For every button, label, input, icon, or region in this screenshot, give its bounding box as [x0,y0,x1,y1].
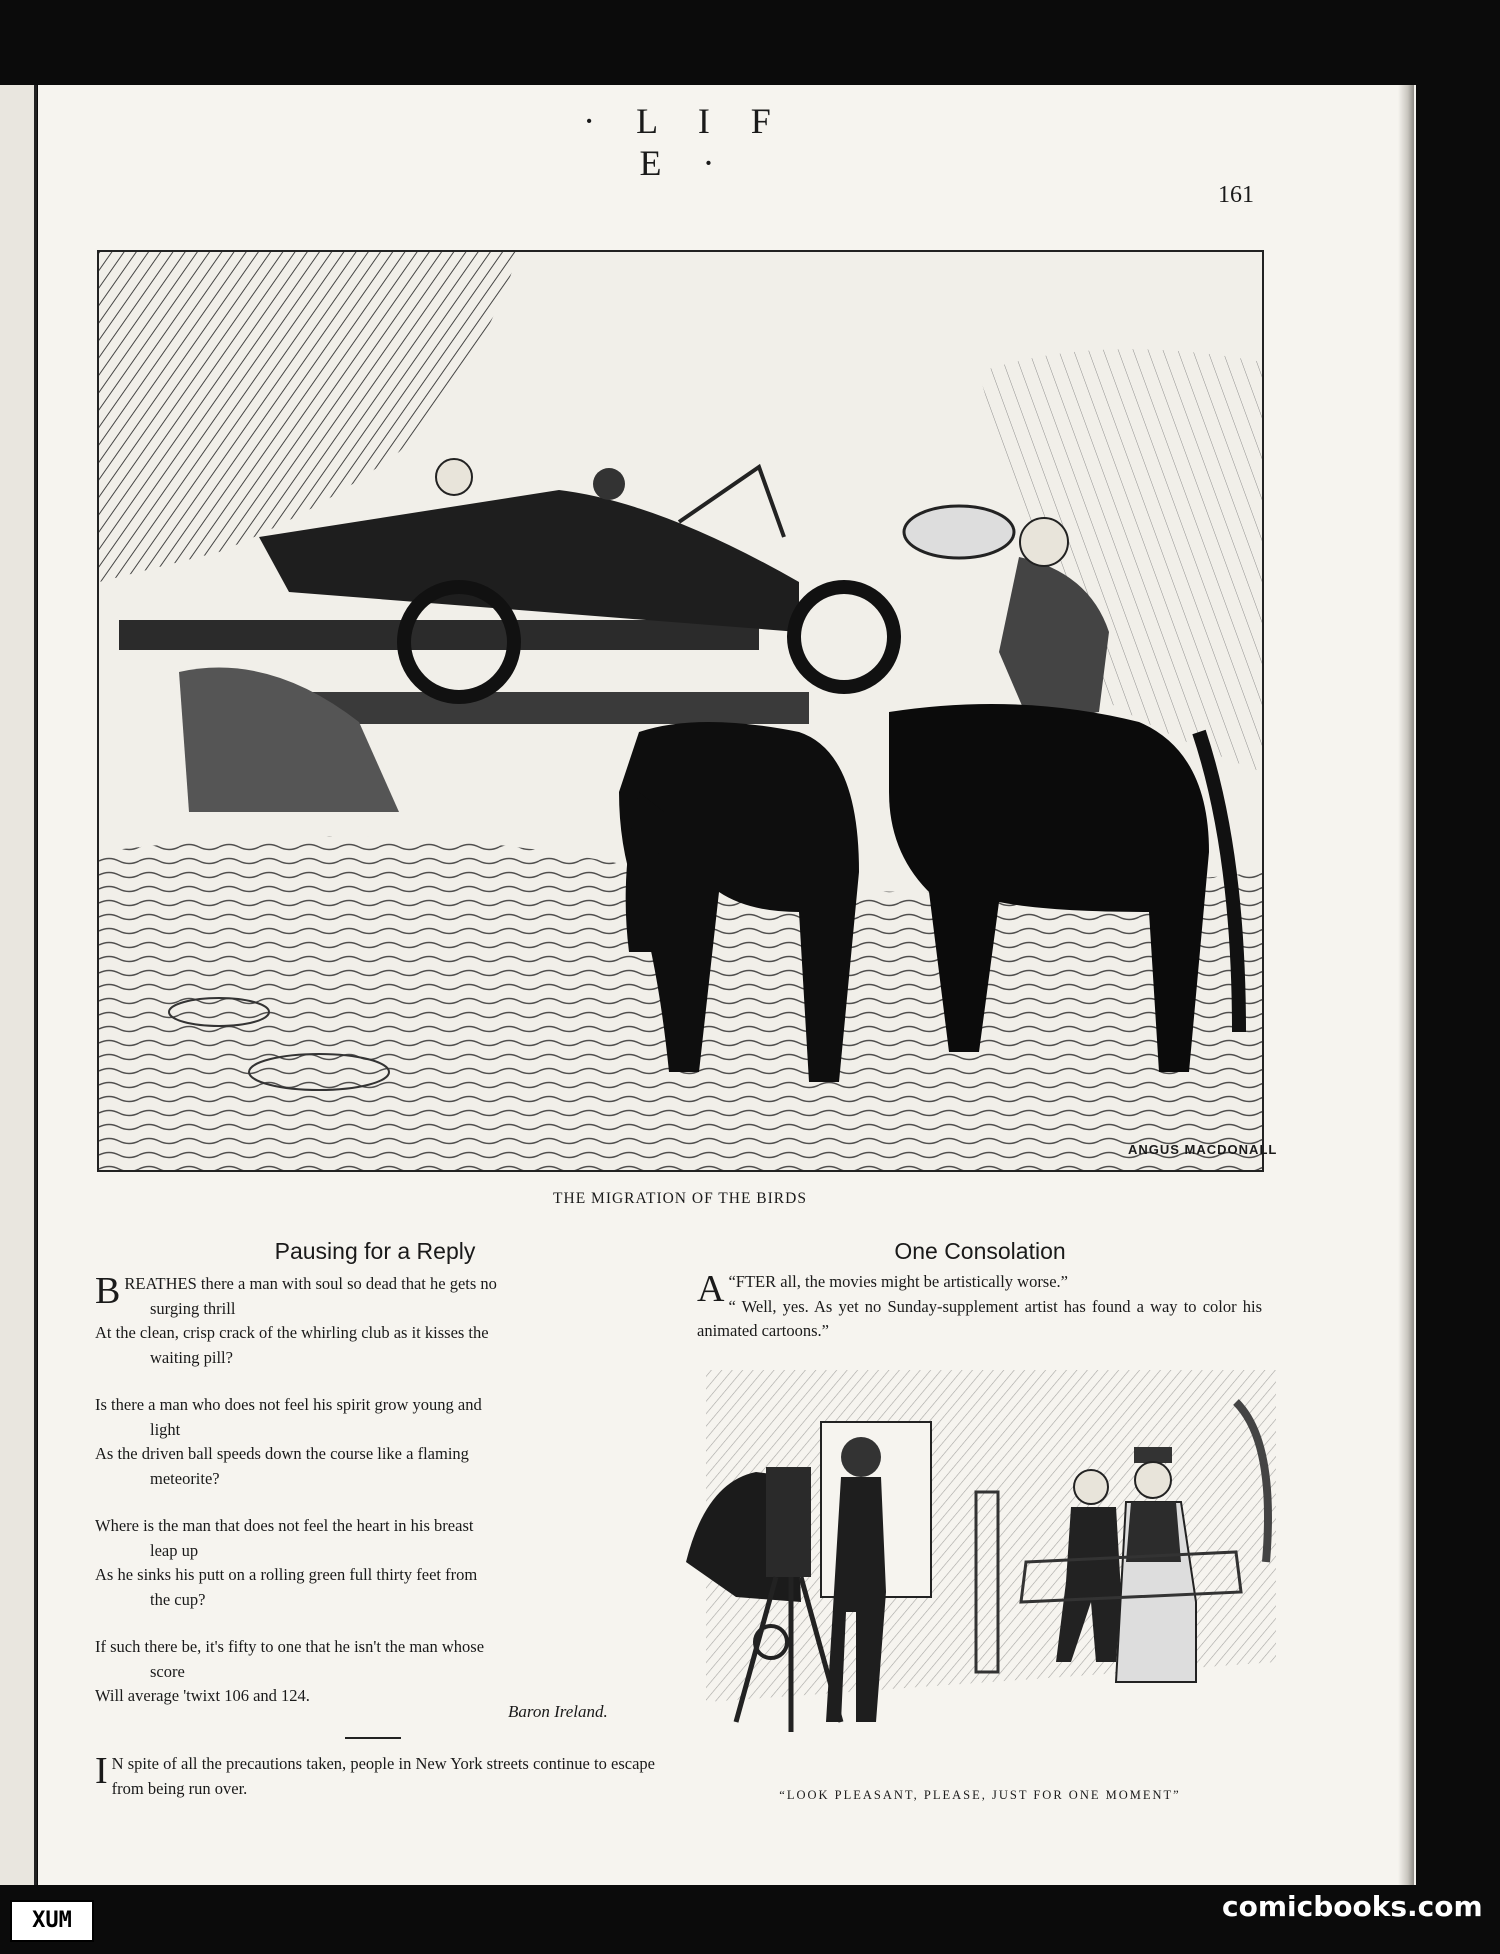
illustration-caption: THE MIGRATION OF THE BIRDS [553,1190,807,1207]
poem-line: the cup? [150,1589,206,1609]
section-divider [345,1737,401,1739]
poem-line: Where is the man that does not feel the heart in his breast [95,1516,474,1535]
migration-drawing [99,252,1262,1170]
poem-line: Will average 'twixt 106 and 124. [95,1686,310,1705]
photographer-illustration [676,1362,1284,1770]
poem-line: As he sinks his putt on a rolling green full thirty feet from [95,1565,478,1584]
stanza-gap [95,1491,655,1514]
poem [95,1272,655,1709]
joke-dropcap: I [95,1750,108,1792]
stanza-gap [95,1370,655,1393]
xum-badge: XUM [10,1900,94,1942]
joke-text: N spite of all the precautions taken, people in New York streets continue to escape from being run over. [111,1754,655,1798]
article-title: One Consolation [894,1238,1066,1264]
poem-first-text: REATHES there a man with soul so dead that he gets no [124,1274,497,1293]
poem-line: surging thrill [150,1298,236,1318]
brand-watermark: comicbooks.com [1222,1890,1483,1923]
poem-author: Baron Ireland. [508,1702,608,1721]
stanza-gap [95,1612,655,1635]
poem-line: Is there a man who does not feel his spirit grow young and [95,1395,482,1414]
poem-line: As the driven ball speeds down the course like a flaming [95,1444,469,1463]
illustrator-signature: ANGUS MACDONALL [1128,1142,1278,1157]
consolation-line-1: FTER all, the movies might be artistically worse.” [735,1272,1069,1291]
consolation-line-2: “ Well, yes. As yet no Sunday-supplement artist has found a way to color his animated cartoons.” [697,1296,1262,1340]
poem-line: light [150,1419,181,1439]
masthead: · L I F E · [583,101,787,183]
page-spine-shadow [1398,85,1414,1885]
poem-line: If such there be, it's fifty to one that he isn't the man whose [95,1637,485,1656]
poem-line: leap up [150,1540,199,1560]
quote-mark: “ [728,1272,736,1291]
poem-line: waiting pill? [150,1347,233,1367]
left-page-edge [0,85,37,1885]
photographer-caption: “LOOK PLEASANT, PLEASE, JUST FOR ONE MOMENT” [779,1788,1181,1802]
poem-line: score [150,1661,185,1681]
migration-illustration [97,250,1264,1172]
joke-paragraph [95,1752,655,1801]
page-number: 161 [1218,182,1254,208]
poem-line: At the clean, crisp crack of the whirling club as it kisses the [95,1323,489,1342]
photographer-drawing [676,1362,1284,1770]
poem-title: Pausing for a Reply [274,1238,476,1264]
poem-dropcap: B [95,1270,121,1312]
consolation-paragraph [697,1270,1262,1344]
poem-line: meteorite? [150,1468,220,1488]
consolation-dropcap: A [697,1268,725,1310]
